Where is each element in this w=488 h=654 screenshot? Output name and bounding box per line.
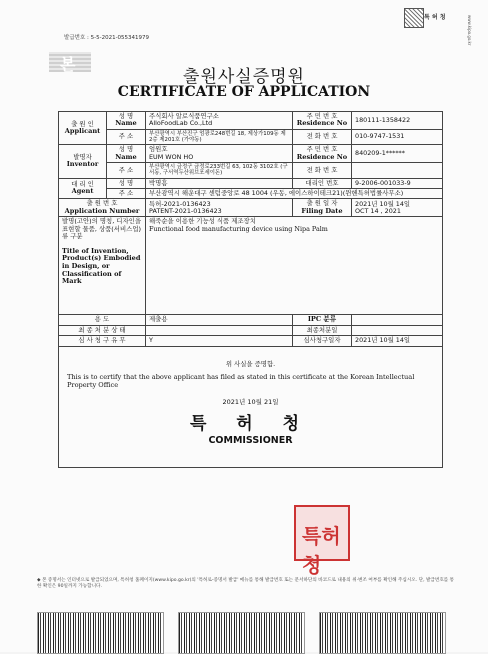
commissioner-korean: 특 허 청	[189, 413, 312, 434]
agent-address-label: 주 소	[107, 189, 146, 199]
original-stamp: 본	[49, 52, 91, 72]
certification-date: 2021년 10월 21일	[222, 398, 279, 407]
final-status-label: 최 종 처 분 상 태	[59, 325, 146, 335]
inventor-residence-label: 주 민 번 호 Residence No	[293, 145, 352, 163]
confirm-text: 위 사실을 증명함.	[225, 359, 276, 368]
final-date-value	[352, 325, 443, 335]
inventor-name-value: 엄원호 EUM WON HO	[146, 145, 293, 163]
application-number-label: 출 원 번 호 Application Number	[59, 199, 146, 217]
exam-request-date-label: 심사청구일자	[293, 336, 352, 346]
barcode-icon	[37, 612, 164, 654]
invention-title-row	[59, 217, 443, 315]
certification-row	[59, 346, 443, 467]
agent-name-label: 성 명	[107, 178, 146, 188]
inventor-name-label: 성 명 Name	[107, 145, 146, 163]
applicant-address-value: 부산광역시 부산진구 엄광로248번길 18, 제상가109동 제2층 제201호 (가야동)	[146, 129, 293, 144]
application-number-row	[59, 199, 443, 217]
agent-name-row	[59, 178, 443, 188]
barcode-icon	[178, 612, 305, 654]
final-status-value	[146, 325, 293, 335]
exam-request-label: 심 사 청 구 유 무	[59, 336, 146, 346]
applicant-phone-value: 010-9747-1531	[352, 129, 443, 144]
applicant-residence-label: 주 민 번 호 Residence No	[293, 112, 352, 130]
applicant-name-row	[59, 112, 443, 130]
agent-code-label: 대리인 번호	[293, 178, 352, 188]
commissioner-block	[67, 415, 434, 447]
exam-request-date-value: 2021년 10월 14일	[352, 336, 443, 346]
kipo-logo	[404, 8, 460, 48]
applicant-name-label: 성 명 Name	[107, 112, 146, 130]
inventor-phone-value	[352, 163, 443, 178]
issue-number: 발급번호 : 5-5-2021-055341979	[64, 35, 150, 41]
agent-code-value: 9-2006-001033-9	[352, 178, 443, 188]
exam-request-value: Y	[146, 336, 293, 346]
invention-title-label: 발명(고안)의 명칭, 디자인을 표현할 물품, 상품(서비스업)류 구분 Title of Invention, Product(s) Embodied in Design, or Classification of Mark	[59, 217, 146, 315]
usage-label: 용 도	[59, 315, 146, 326]
agent-address-value: 부산광역시 해운대구 센텀중앙로 48 1004 (우동, 에이스하이테크21)(뮌헨특허법률사무소)	[146, 189, 443, 199]
side-url: www.kipo.go.kr	[467, 15, 472, 46]
certification-cell	[59, 346, 443, 467]
agent-label: 대 리 인 Agent	[59, 178, 107, 199]
qr-code-icon	[404, 8, 424, 28]
filing-date-value: 2021년 10월 14일 OCT 14 , 2021	[352, 199, 443, 217]
final-status-row	[59, 325, 443, 335]
usage-row	[59, 315, 443, 326]
official-seal-icon: 특허청	[294, 505, 350, 561]
application-number-value: 특허-2021-0136423 PATENT-2021-0136423	[146, 199, 293, 217]
inventor-address-label: 주 소	[107, 163, 146, 178]
inventor-label: 발명자 Inventor	[59, 145, 107, 178]
invention-title-value: 해죽순을 이용한 기능성 식품 제조장치 Functional food manufacturing device using Nipa Palm	[146, 217, 443, 315]
applicant-label: 출 원 인 Applicant	[59, 112, 107, 145]
agent-address-row	[59, 189, 443, 199]
title-english: CERTIFICATE OF APPLICATION	[117, 84, 371, 100]
commissioner-english: COMMISSIONER	[208, 435, 293, 447]
filing-date-label: 출 원 일 자 Filing Date	[293, 199, 352, 217]
inventor-phone-label: 전 화 번 호	[293, 163, 352, 178]
ipc-label: IPC 분류	[293, 315, 352, 326]
applicant-phone-label: 전 화 번 호	[293, 129, 352, 144]
applicant-name-value: 주식회사 알로식품연구소 AlloFoodLab Co.,Ltd	[146, 112, 293, 130]
title-korean: 출원사실증명원	[183, 67, 305, 87]
final-date-label: 최종처분일	[293, 325, 352, 335]
footer-note: ◆ 본 증명서는 인터넷으로 발급되었으며, 특허청 홈페이지(www.kipo.go.kr)의 '특허로-증명서 발급' 메뉴를 통해 발급번호 또는 문서하단의 바코드로 내용의 위·변조 여부를 확인해 주십시오. 단, 발급번호를 통한 확인은 90일까지 가능합니다.	[37, 578, 455, 589]
exam-request-row	[59, 336, 443, 346]
ipc-value	[352, 315, 443, 326]
inventor-name-row	[59, 145, 443, 163]
barcode-icon	[319, 612, 446, 654]
certify-text: This is to certify that the above applicant has filed as stated in this certificate at the Korean Intellectual Property Office	[67, 373, 415, 389]
inventor-address-value: 부산광역시 금정구 금정로233번길 63, 102동 3102호 (구서동, 구서역두산위브포세이돈)	[146, 163, 293, 178]
inventor-address-row	[59, 163, 443, 178]
certificate-table	[58, 111, 443, 468]
usage-value: 제출용	[146, 315, 293, 326]
applicant-address-row	[59, 129, 443, 144]
applicant-residence-value: 180111-1358422	[352, 112, 443, 130]
inventor-residence-value: 840209-1******	[352, 145, 443, 163]
logo-text: 특 허 청	[424, 14, 446, 21]
agent-name-value: 박명흠	[146, 178, 293, 188]
applicant-address-label: 주 소	[107, 129, 146, 144]
